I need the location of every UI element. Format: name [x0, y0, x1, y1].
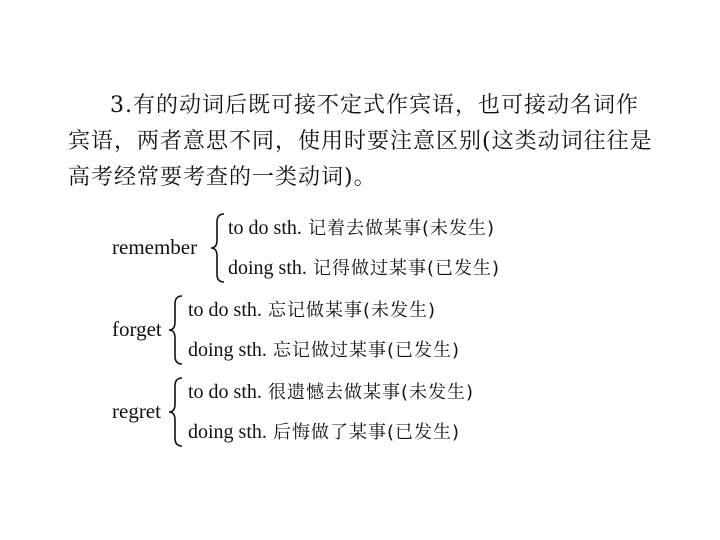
- verb-word: remember: [112, 235, 198, 259]
- option-meaning: 记得做过某事(已发生): [312, 258, 500, 279]
- intro-paragraph: [68, 88, 668, 196]
- option-to-do: [188, 379, 474, 406]
- verb-group-regret: [112, 376, 572, 448]
- option-form: to do sth.: [188, 381, 262, 403]
- option-meaning: 忘记做过某事(已发生): [272, 340, 460, 361]
- option-meaning: 记着去做某事(未发生): [307, 218, 495, 239]
- brace-icon: [210, 212, 226, 284]
- option-form: to do sth.: [228, 217, 302, 239]
- verb-word: forget: [112, 317, 162, 341]
- option-to-do: [188, 297, 436, 324]
- option-meaning: 后悔做了某事(已发生): [272, 422, 460, 443]
- intro-line-1: 3.有的动词后既可接不定式作宾语，也可接动名词作: [110, 93, 639, 118]
- intro-line-2: 宾语，两者意思不同，使用时要注意区别(这类动词往往是: [68, 129, 653, 154]
- verb-group-remember: [112, 212, 572, 284]
- option-form: doing sth.: [228, 257, 307, 279]
- option-form: doing sth.: [188, 421, 267, 443]
- option-to-do: [228, 215, 495, 242]
- brace-icon: [168, 294, 184, 366]
- verb-group-forget: [112, 294, 532, 366]
- option-doing: [188, 337, 460, 364]
- option-form: doing sth.: [188, 339, 267, 361]
- brace-icon: [168, 376, 184, 448]
- verb-word: regret: [112, 399, 161, 423]
- option-meaning: 忘记做某事(未发生): [267, 300, 436, 321]
- option-doing: [188, 419, 460, 446]
- option-form: to do sth.: [188, 299, 262, 321]
- option-doing: [228, 255, 500, 282]
- intro-line-3: 高考经常要考查的一类动词)。: [68, 165, 377, 190]
- option-meaning: 很遗憾去做某事(未发生): [267, 382, 474, 403]
